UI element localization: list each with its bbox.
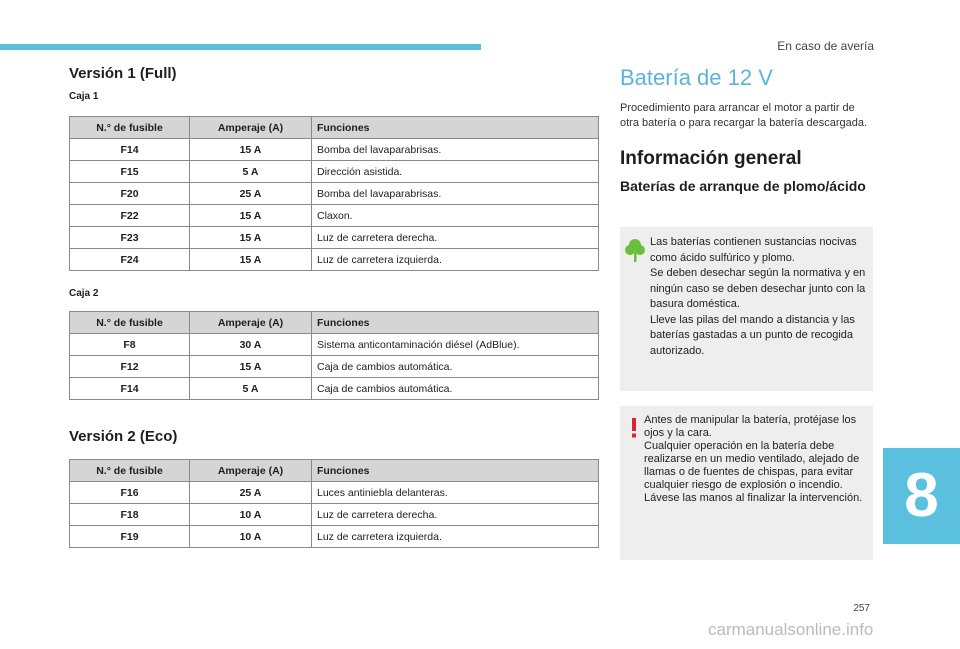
table-row xyxy=(70,183,599,205)
fuse-number-cell: F15 xyxy=(70,161,190,183)
fuse-number-cell: F22 xyxy=(70,205,190,227)
amperage-cell: 5 A xyxy=(190,378,312,400)
table-row xyxy=(70,356,599,378)
function-cell: Caja de cambios automática. xyxy=(312,378,599,400)
header-accent-bar xyxy=(0,44,481,50)
amperage-cell: 10 A xyxy=(190,504,312,526)
table-row xyxy=(70,334,599,356)
caja2-label: Caja 2 xyxy=(69,288,99,299)
function-cell: Luz de carretera derecha. xyxy=(312,227,599,249)
battery-intro: Procedimiento para arrancar el motor a partir de otra batería o para recargar la batería descargada. xyxy=(620,102,868,129)
caja1-table xyxy=(69,116,599,271)
amperage-cell: 5 A xyxy=(190,161,312,183)
eco-table xyxy=(69,459,599,548)
function-cell: Bomba del lavaparabrisas. xyxy=(312,183,599,205)
eco-line: Lleve las pilas del mando a distancia y las baterías gastadas a un punto de recogida autorizado. xyxy=(650,313,855,357)
col-header-fuse: N.° de fusible xyxy=(70,460,190,482)
warning-exclamation-icon xyxy=(627,418,641,438)
fuse-number-cell: F16 xyxy=(70,482,190,504)
chapter-tab: 8 xyxy=(883,448,960,544)
warning-line: Cualquier operación en la batería debe realizarse en un medio ventilado, alejado de llamas o de fuentes de chispas, para evitar cualquier riesgo de explosión o incendio. xyxy=(644,440,860,491)
version1-title: Versión 1 (Full) xyxy=(69,65,177,82)
col-header-fuse: N.° de fusible xyxy=(70,312,190,334)
amperage-cell: 15 A xyxy=(190,249,312,271)
warning-line: Antes de manipular la batería, protéjase los ojos y la cara. xyxy=(644,414,857,439)
col-header-functions: Funciones xyxy=(312,312,599,334)
table-row xyxy=(70,504,599,526)
page-number: 257 xyxy=(853,603,870,614)
function-cell: Luces antiniebla delanteras. xyxy=(312,482,599,504)
fuse-number-cell: F14 xyxy=(70,139,190,161)
function-cell: Dirección asistida. xyxy=(312,161,599,183)
subsection-title: Baterías de arranque de plomo/ácido xyxy=(620,178,866,194)
amperage-cell: 15 A xyxy=(190,227,312,249)
table-row xyxy=(70,482,599,504)
fuse-number-cell: F19 xyxy=(70,526,190,548)
amperage-cell: 25 A xyxy=(190,183,312,205)
amperage-cell: 25 A xyxy=(190,482,312,504)
fuse-number-cell: F20 xyxy=(70,183,190,205)
table-row xyxy=(70,205,599,227)
function-cell: Luz de carretera derecha. xyxy=(312,504,599,526)
function-cell: Claxon. xyxy=(312,205,599,227)
function-cell: Luz de carretera izquierda. xyxy=(312,249,599,271)
table-row xyxy=(70,161,599,183)
caja1-label: Caja 1 xyxy=(69,91,99,102)
watermark: carmanualsonline.info xyxy=(708,620,874,639)
eco-line: Se deben desechar según la normativa y en ningún caso se deben desechar junto con la basura doméstica. xyxy=(650,267,866,310)
battery-title: Batería de 12 V xyxy=(620,65,773,90)
table-row xyxy=(70,249,599,271)
amperage-cell: 15 A xyxy=(190,139,312,161)
table-row xyxy=(70,526,599,548)
col-header-amperage: Amperaje (A) xyxy=(190,117,312,139)
table-row xyxy=(70,227,599,249)
amperage-cell: 30 A xyxy=(190,334,312,356)
fuse-number-cell: F14 xyxy=(70,378,190,400)
warning-box xyxy=(620,406,873,560)
amperage-cell: 10 A xyxy=(190,526,312,548)
fuse-tables-column xyxy=(69,65,599,548)
eco-line: Las baterías contienen sustancias nocivas como ácido sulfúrico y plomo. xyxy=(650,236,857,264)
amperage-cell: 15 A xyxy=(190,205,312,227)
fuse-number-cell: F24 xyxy=(70,249,190,271)
eco-notice-box xyxy=(620,227,873,391)
col-header-amperage: Amperaje (A) xyxy=(190,460,312,482)
col-header-functions: Funciones xyxy=(312,460,599,482)
eco-tree-icon xyxy=(625,237,645,263)
col-header-functions: Funciones xyxy=(312,117,599,139)
version2-title: Versión 2 (Eco) xyxy=(69,428,178,445)
caja2-table xyxy=(69,311,599,400)
fuse-number-cell: F8 xyxy=(70,334,190,356)
function-cell: Bomba del lavaparabrisas. xyxy=(312,139,599,161)
section-label: En caso de avería xyxy=(777,39,874,53)
fuse-number-cell: F18 xyxy=(70,504,190,526)
fuse-number-cell: F23 xyxy=(70,227,190,249)
function-cell: Caja de cambios automática. xyxy=(312,356,599,378)
table-row xyxy=(70,139,599,161)
fuse-number-cell: F12 xyxy=(70,356,190,378)
amperage-cell: 15 A xyxy=(190,356,312,378)
info-title: Información general xyxy=(620,148,802,169)
battery-column xyxy=(620,65,875,195)
col-header-fuse: N.° de fusible xyxy=(70,117,190,139)
warning-line: Lávese las manos al finalizar la intervención. xyxy=(644,492,863,504)
col-header-amperage: Amperaje (A) xyxy=(190,312,312,334)
function-cell: Luz de carretera izquierda. xyxy=(312,526,599,548)
table-row xyxy=(70,378,599,400)
function-cell: Sistema anticontaminación diésel (AdBlue). xyxy=(312,334,599,356)
